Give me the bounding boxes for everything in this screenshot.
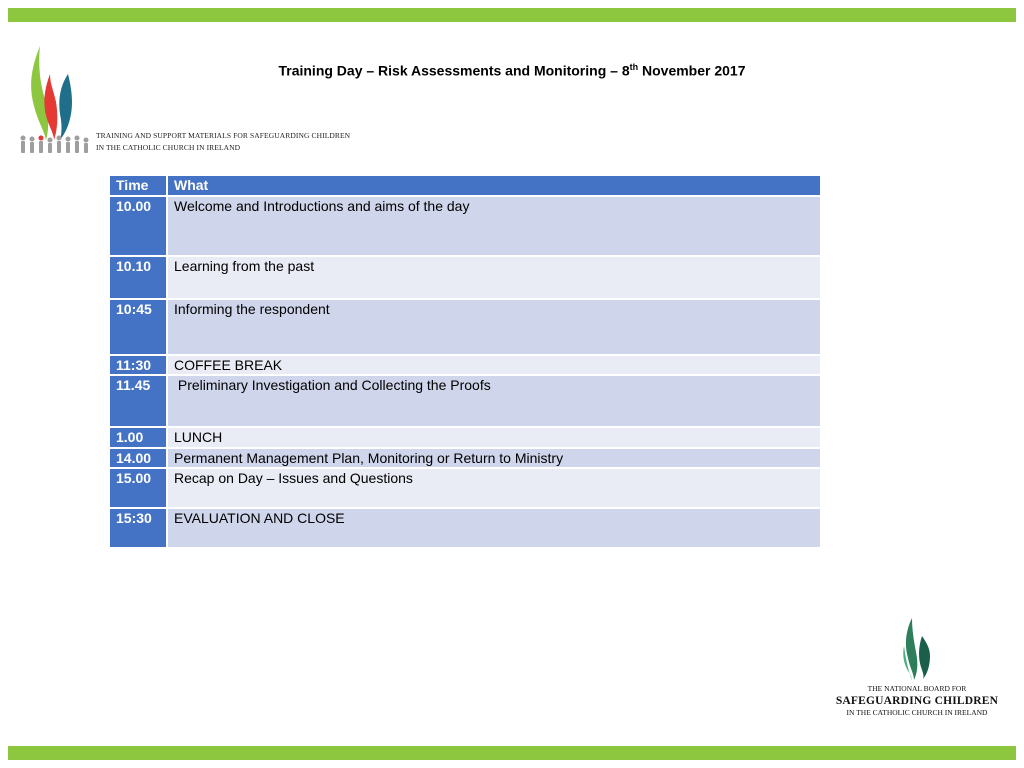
row-activity: Preliminary Investigation and Collecting the Proofs xyxy=(167,375,820,427)
table-row xyxy=(110,448,820,468)
national-board-caption: THE NATIONAL BOARD FOR SAFEGUARDING CHILDREN IN THE CATHOLIC CHURCH IN IRELAND xyxy=(835,684,999,717)
row-activity: Welcome and Introductions and aims of the day xyxy=(167,196,820,256)
logo-caption: TRAINING AND SUPPORT MATERIALS FOR SAFEGUARDING CHILDREN IN THE CATHOLIC CHURCH IN IRELAND xyxy=(96,131,351,152)
row-time: 14.00 xyxy=(110,448,167,468)
row-time: 15.00 xyxy=(110,468,167,508)
row-time: 10.00 xyxy=(110,196,167,256)
table-row xyxy=(110,299,820,355)
table-row xyxy=(110,468,820,508)
row-activity: COFFEE BREAK xyxy=(167,355,820,375)
row-activity: EVALUATION AND CLOSE xyxy=(167,508,820,548)
top-accent-bar xyxy=(8,8,1016,22)
green-flame-logo-icon xyxy=(898,616,938,682)
flame-people-logo-icon xyxy=(28,44,78,142)
row-time: 1.00 xyxy=(110,427,167,448)
row-activity: Learning from the past xyxy=(167,256,820,299)
row-time: 10.10 xyxy=(110,256,167,299)
row-time: 11.45 xyxy=(110,375,167,427)
table-row xyxy=(110,355,820,375)
bottom-accent-bar xyxy=(8,746,1016,760)
row-activity: Informing the respondent xyxy=(167,299,820,355)
page-title: Training Day – Risk Assessments and Monitoring – 8th November 2017 xyxy=(278,62,746,79)
row-time: 10:45 xyxy=(110,299,167,355)
row-time: 15:30 xyxy=(110,508,167,548)
row-activity: Recap on Day – Issues and Questions xyxy=(167,468,820,508)
table-header-row xyxy=(110,176,820,196)
table-row xyxy=(110,196,820,256)
table-row xyxy=(110,508,820,548)
table-row xyxy=(110,375,820,427)
people-silhouettes-icon xyxy=(18,133,92,157)
header-what: What xyxy=(167,176,820,196)
table-row xyxy=(110,256,820,299)
row-activity: Permanent Management Plan, Monitoring or Return to Ministry xyxy=(167,448,820,468)
header-time: Time xyxy=(110,176,167,196)
schedule-table xyxy=(110,176,820,549)
table-row xyxy=(110,427,820,448)
row-time: 11:30 xyxy=(110,355,167,375)
row-activity: LUNCH xyxy=(167,427,820,448)
